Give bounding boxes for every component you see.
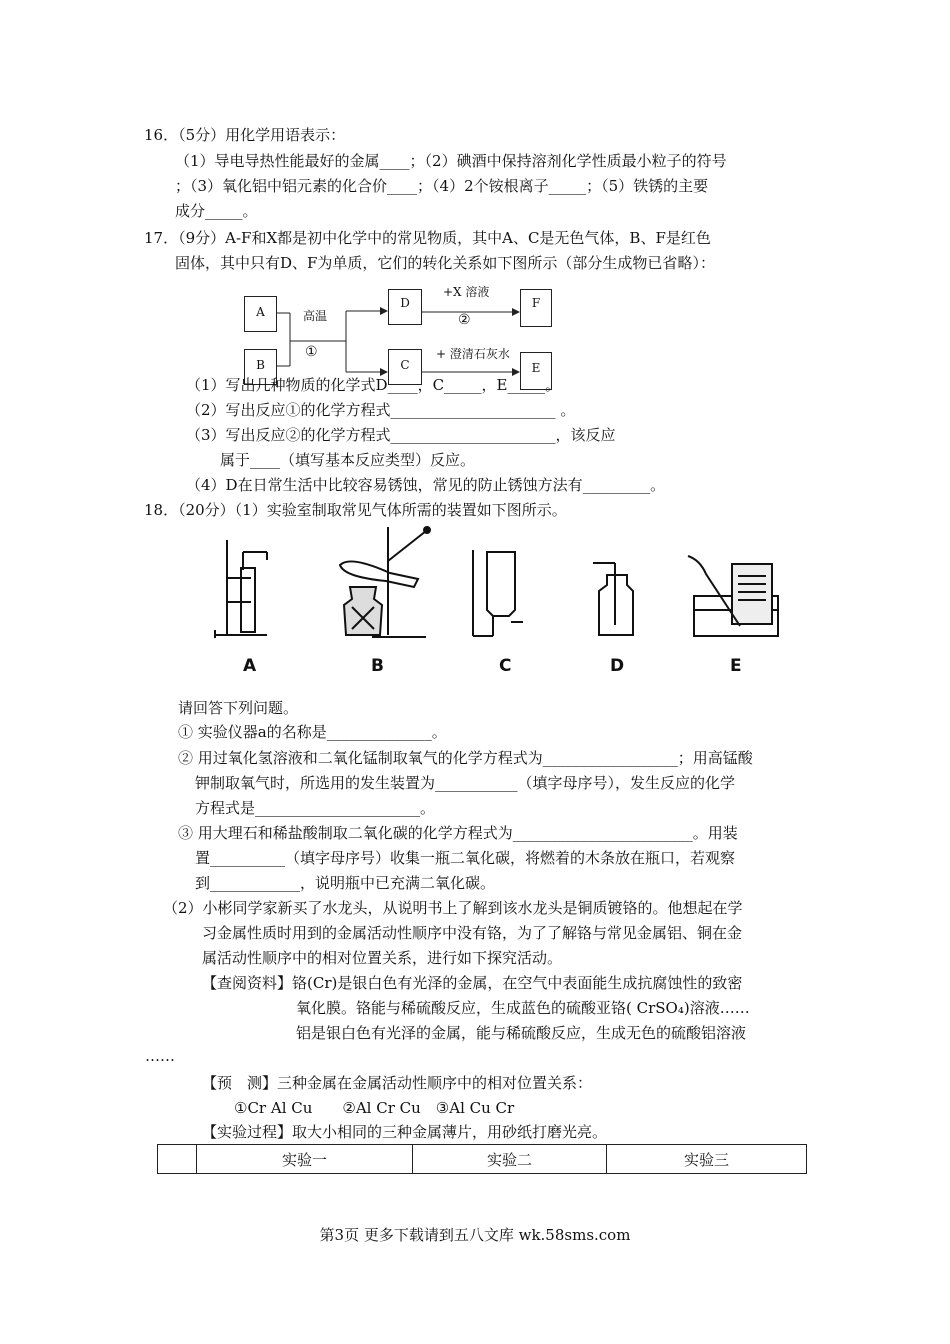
apparatus-b-drawing [330, 525, 442, 645]
table-header-blank [158, 1145, 197, 1174]
box-a: A [244, 296, 277, 332]
label-x-solution: +X 溶液 [443, 285, 490, 299]
diagram-connectors [0, 0, 950, 400]
q16-title: 16．（5分）用化学用语表示： [144, 126, 346, 144]
apparatus-e-drawing [680, 550, 790, 640]
q17-part4: （4）D在日常生活中比较容易锈蚀，常见的防止锈蚀方法有_________。 [186, 476, 666, 494]
q17-part1: （1）写出几种物质的化学式D____，C_____，E_____。 [186, 376, 560, 394]
q17-part3: （3）写出反应②的化学方程式______________________，该反应 [186, 426, 616, 444]
label-high-temp: 高温 [303, 309, 328, 323]
box-c: C [388, 349, 422, 385]
q17-title: 17．（9分）A-F和X都是初中化学中的常见物质，其中A、C是无色气体，B、F是红色 [144, 229, 711, 247]
apparatus-label-e: E [730, 656, 742, 676]
q18-info: 【查阅资料】铬(Cr)是银白色有光泽的金属，在空气中表面能生成抗腐蚀性的致密 [202, 974, 743, 992]
box-d: D [388, 289, 422, 325]
box-f: F [520, 289, 552, 327]
q18-sub2: 方程式是______________________。 [195, 799, 436, 817]
page-footer: 第3页 更多下载请到五八文库 wk.58sms.com [319, 1226, 631, 1244]
apparatus-a-drawing [205, 530, 285, 645]
apparatus-label-d: D [610, 656, 625, 676]
q17-part3b: 属于____（填写基本反应类型）反应。 [220, 451, 476, 469]
q17-line: 固体，其中只有D、F为单质，它们的转化关系如下图所示（部分生成物已省略）： [175, 254, 715, 272]
q18-info: 铝是银白色有光泽的金属，能与稀硫酸反应，生成无色的硫酸铝溶液 [296, 1024, 747, 1042]
q18-sub1: ① 实验仪器a的名称是______________。 [178, 723, 447, 741]
q17-part2: （2）写出反应①的化学方程式______________________ 。 [186, 401, 576, 419]
q18-part2: （2）小彬同学家新买了水龙头，从说明书上了解到该水龙头是铜质镀铬的。他想起在学 [163, 899, 743, 917]
q16-line: 成分_____。 [175, 202, 258, 220]
q18-sub3: 到____________，说明瓶中已充满二氧化碳。 [195, 874, 496, 892]
q18-part2: 习金属性质时用到的金属活动性顺序中没有铬，为了了解铬与常见金属铝、铜在金 [202, 924, 743, 942]
q18-sub3: 置__________（填字母序号）收集一瓶二氧化碳，将燃着的木条放在瓶口，若观察 [195, 849, 736, 867]
box-b: B [244, 349, 277, 385]
table-row [158, 1145, 807, 1174]
apparatus-c-drawing [465, 540, 535, 640]
q18-process: 【实验过程】取大小相同的三种金属薄片，用砂纸打磨光亮。 [202, 1123, 608, 1141]
label-reaction-1: ① [305, 344, 318, 360]
apparatus-d-drawing [585, 545, 645, 640]
q18-part2: 属活动性顺序中的相对位置关系，进行如下探究活动。 [202, 949, 563, 967]
table-header-exp1: 实验一 [197, 1145, 413, 1174]
q18-title: 18．（20分）（1）实验室制取常见气体所需的装置如下图所示。 [144, 501, 567, 519]
q18-sub2: ② 用过氧化氢溶液和二氧化锰制取氧气的化学方程式为__________________；用高锰酸 [178, 749, 753, 767]
q18-ask: 请回答下列问题。 [178, 699, 299, 717]
label-reaction-2: ② [458, 312, 471, 328]
apparatus-label-b: B [371, 656, 384, 676]
q16-line: （1）导电导热性能最好的金属____；（2）碘酒中保持溶剂化学性质最小粒子的符号 [175, 152, 727, 170]
apparatus-label-c: C [499, 656, 512, 676]
experiment-table [157, 1144, 807, 1174]
table-header-exp3: 实验三 [607, 1145, 807, 1174]
q18-sub3: ③ 用大理石和稀盐酸制取二氧化碳的化学方程式为________________________。用装 [178, 824, 738, 842]
apparatus-label-a: A [243, 656, 257, 676]
q18-predict: 【预 测】三种金属在金属活动性顺序中的相对位置关系： [202, 1074, 593, 1092]
q18-sub2: 钾制取氧气时，所选用的发生装置为___________（填字母序号），发生反应的化学 [195, 774, 736, 792]
table-header-exp2: 实验二 [413, 1145, 607, 1174]
q18-info: …… [145, 1047, 175, 1065]
q18-predict-options: ①Cr Al Cu ②Al Cr Cu ③Al Cu Cr [234, 1099, 515, 1117]
label-limewater: + 澄清石灰水 [436, 347, 510, 361]
q18-info: 氧化膜。铬能与稀硫酸反应，生成蓝色的硫酸亚铬( CrSO₄)溶液…… [296, 999, 750, 1017]
q16-line: ；（3）氧化铝中铝元素的化合价____；（4）2个铵根离子_____；（5）铁锈的主要 [175, 177, 709, 195]
box-e: E [520, 352, 552, 390]
